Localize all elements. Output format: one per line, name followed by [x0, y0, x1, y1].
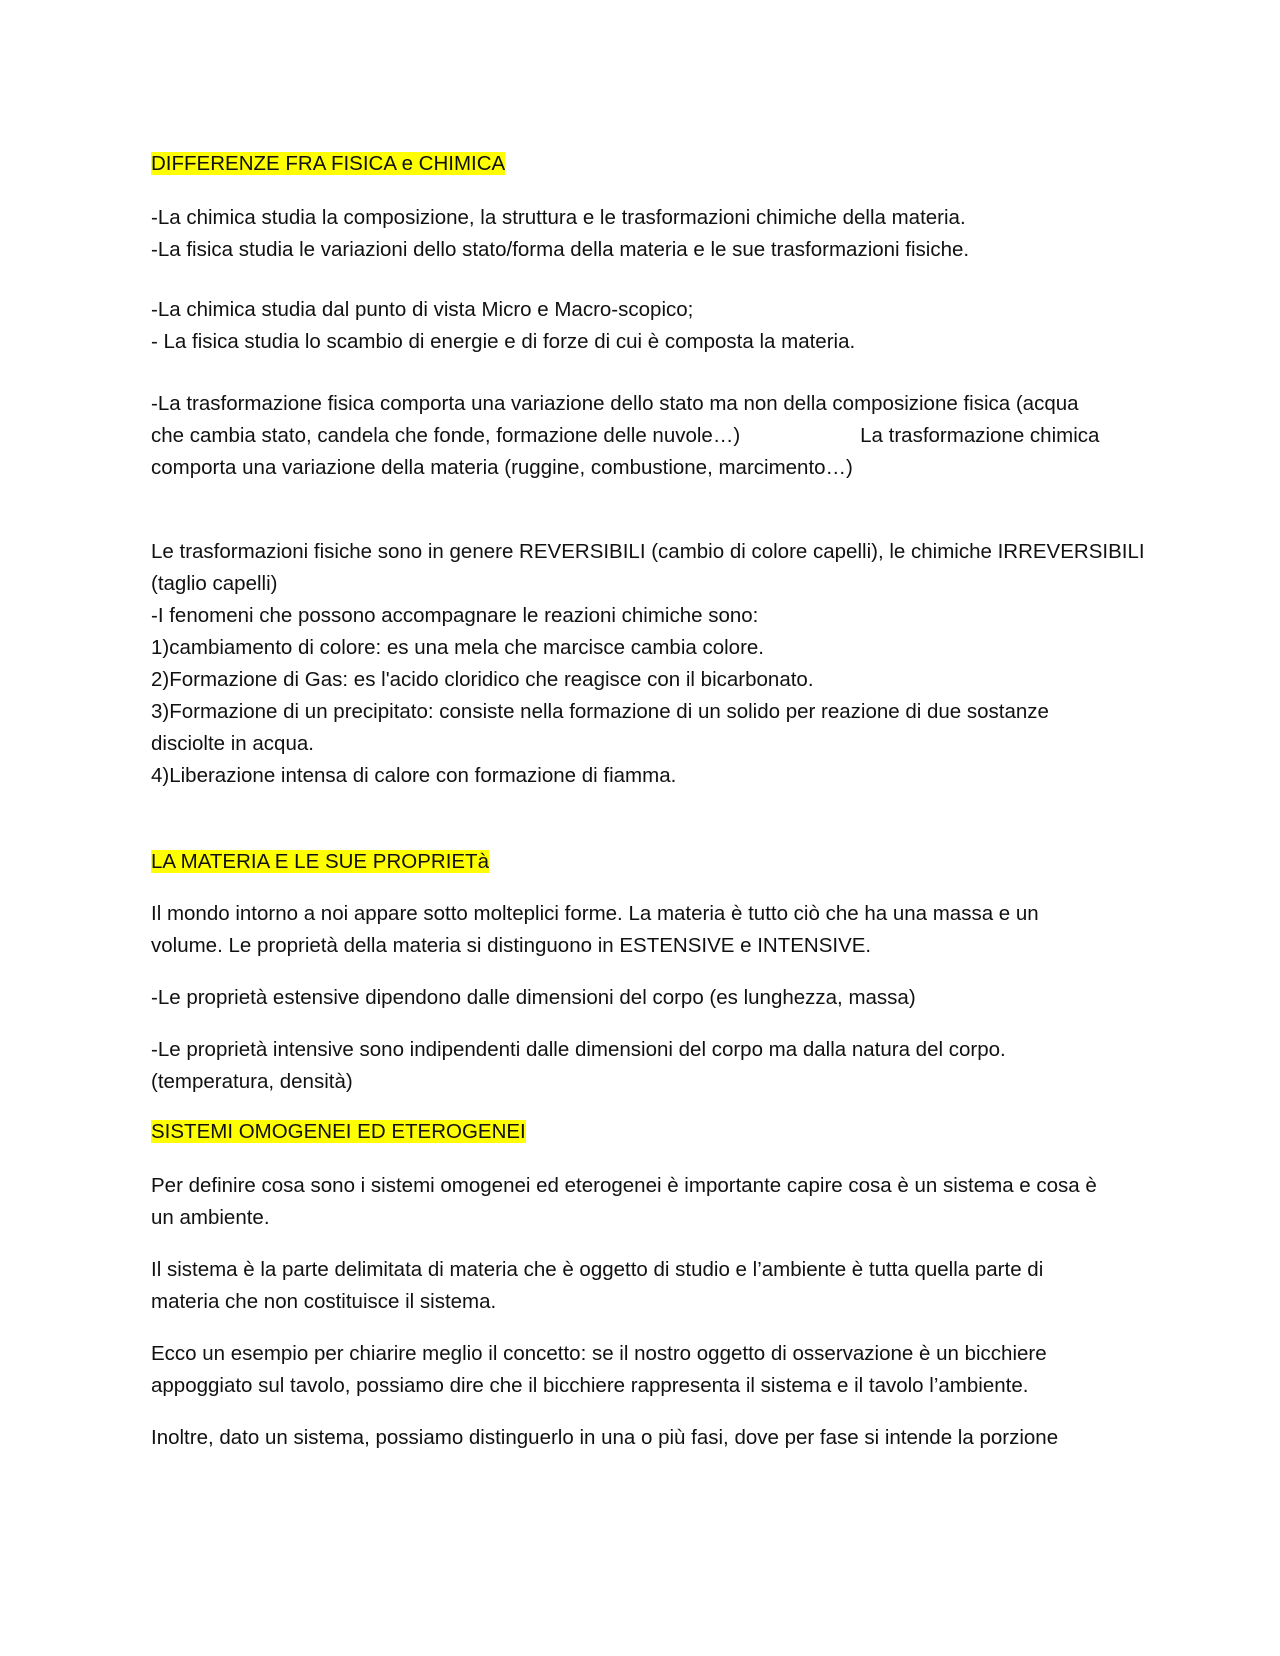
paragraph-line: un ambiente.: [151, 1206, 270, 1229]
section-heading-differenze: [151, 148, 1136, 180]
paragraph-line: Il sistema è la parte delimitata di materia che è oggetto di studio e l’ambiente è tutta quella parte di: [151, 1258, 1044, 1281]
paragraph-fragment: La trasformazione chimica: [860, 424, 1100, 447]
paragraph-line: - La fisica studia lo scambio di energie e di forze di cui è composta la materia.: [151, 330, 856, 353]
paragraph-line: [151, 420, 1136, 452]
heading-highlight: SISTEMI OMOGENEI ED ETEROGENEI: [151, 1120, 526, 1143]
paragraph-line: (taglio capelli): [151, 572, 278, 595]
heading-highlight: LA MATERIA E LE SUE PROPRIETà: [151, 850, 489, 873]
paragraph-line: Le trasformazioni fisiche sono in genere REVERSIBILI (cambio di colore capelli), le chimiche IRREVERSIBILI: [151, 540, 1145, 563]
paragraph-line: -La chimica studia dal punto di vista Micro e Macro-scopico;: [151, 298, 694, 321]
paragraph-line: comporta una variazione della materia (ruggine, combustione, marcimento…): [151, 456, 853, 479]
list-item: 1)cambiamento di colore: es una mela che marcisce cambia colore.: [151, 636, 764, 659]
document-page: [151, 148, 1145, 1454]
paragraph-line: Inoltre, dato un sistema, possiamo distinguerlo in una o più fasi, dove per fase si intende la porzione: [151, 1426, 1059, 1449]
paragraph-line: Il mondo intorno a noi appare sotto molteplici forme. La materia è tutto ciò che ha una massa e un: [151, 902, 1039, 925]
list-item: 3)Formazione di un precipitato: consiste nella formazione di un solido per reazione di due sostanze: [151, 700, 1049, 723]
list-item: 2)Formazione di Gas: es l'acido cloridico che reagisce con il bicarbonato.: [151, 668, 814, 691]
paragraph-line: -La chimica studia la composizione, la struttura e le trasformazioni chimiche della materia.: [151, 206, 966, 229]
section-heading-materia: [151, 846, 1136, 878]
paragraph-line: -Le proprietà estensive dipendono dalle dimensioni del corpo (es lunghezza, massa): [151, 986, 916, 1009]
paragraph-line: -Le proprietà intensive sono indipendenti dalle dimensioni del corpo ma dalla natura del corpo.: [151, 1038, 1006, 1061]
paragraph-line: -La fisica studia le variazioni dello stato/forma della materia e le sue trasformazioni fisiche.: [151, 238, 970, 261]
list-item: 4)Liberazione intensa di calore con formazione di fiamma.: [151, 764, 677, 787]
heading-highlight: DIFFERENZE FRA FISICA e CHIMICA: [151, 152, 506, 175]
paragraph-line: -La trasformazione fisica comporta una variazione dello stato ma non della composizione fisica (acqua: [151, 392, 1079, 415]
paragraph-line: materia che non costituisce il sistema.: [151, 1290, 497, 1313]
paragraph-line: Per definire cosa sono i sistemi omogenei ed eterogenei è importante capire cosa è un sistema e cosa è: [151, 1174, 1097, 1197]
paragraph-line: Ecco un esempio per chiarire meglio il concetto: se il nostro oggetto di osservazione è un bicchiere: [151, 1342, 1047, 1365]
paragraph-line: volume. Le proprietà della materia si distinguono in ESTENSIVE e INTENSIVE.: [151, 934, 872, 957]
paragraph-line: -I fenomeni che possono accompagnare le reazioni chimiche sono:: [151, 604, 759, 627]
paragraph-line: (temperatura, densità): [151, 1070, 353, 1093]
section-heading-sistemi: [151, 1116, 1136, 1148]
paragraph-fragment: che cambia stato, candela che fonde, formazione delle nuvole…): [151, 424, 741, 447]
paragraph-line: appoggiato sul tavolo, possiamo dire che il bicchiere rappresenta il sistema e il tavolo l’ambiente.: [151, 1374, 1029, 1397]
list-item-continuation: disciolte in acqua.: [151, 732, 314, 755]
